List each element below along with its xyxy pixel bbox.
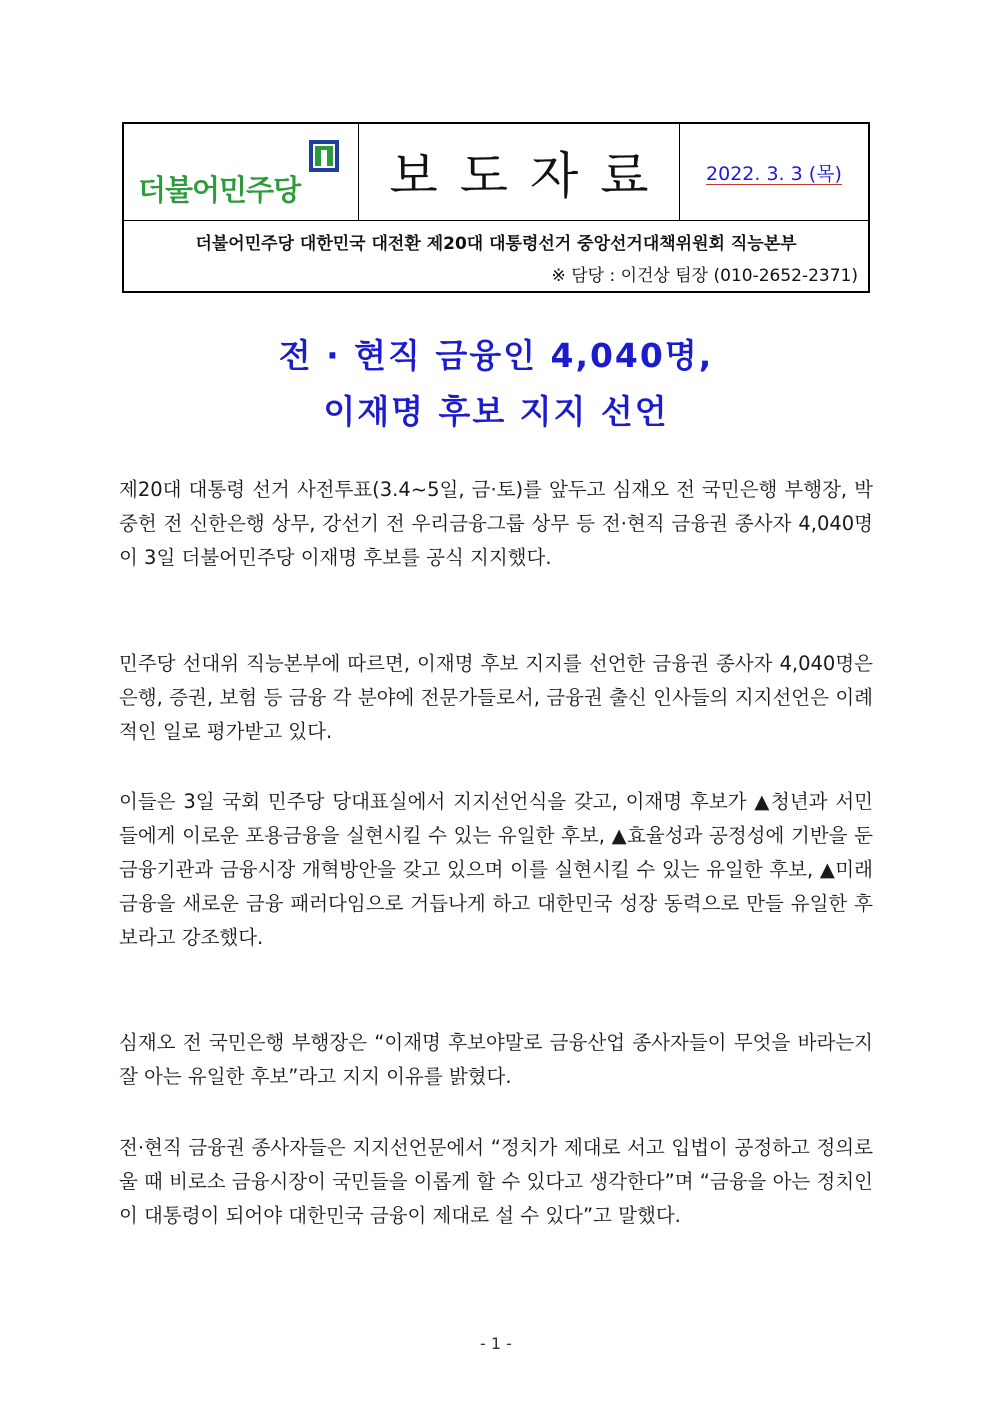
page-number: - 1 - <box>480 1334 512 1353</box>
body-paragraph: 민주당 선대위 직능본부에 따르면, 이재명 후보 지지를 선언한 금융권 종사자 4,040명은 은행, 증권, 보험 등 금융 각 분야에 전문가들로서, 금융권 출신 인사들의 지지선언은 이례적인 일로 평가받고 있다. <box>119 652 873 743</box>
title-cell <box>359 124 680 220</box>
party-logo-icon <box>309 140 339 176</box>
logo-cell <box>124 124 359 220</box>
header-bottom-row <box>124 221 868 291</box>
logo-text: 더불어민주당 <box>138 173 301 207</box>
press-release-header <box>122 122 870 293</box>
document-title: 보도자료 <box>389 147 671 205</box>
header-top-row <box>124 124 868 221</box>
body-paragraph: 제20대 대통령 선거 사전투표(3.4~5일, 금·토)를 앞두고 심재오 전 국민은행 부행장, 박중헌 전 신한은행 상무, 강선기 전 우리금융그룹 상무 등 전·현직 금융권 종사자 4,040명이 3일 더불어민주당 이재명 후보를 공식 지지했다. <box>119 478 873 569</box>
release-date: 2022. 3. 3 (목) <box>706 162 842 185</box>
body-paragraph: 심재오 전 국민은행 부행장은 “이재명 후보야말로 금융산업 종사자들이 무엇을 바라는지 잘 아는 유일한 후보”라고 지지 이유를 밝혔다. <box>119 1031 873 1088</box>
contact-info: ※ 담당 : 이건상 팀장 (010-2652-2371) <box>551 266 858 286</box>
body-paragraph: 전·현직 금융권 종사자들은 지지선언문에서 “정치가 제대로 서고 입법이 공정하고 정의로울 때 비로소 금융시장이 국민들을 이롭게 할 수 있다고 생각한다”며 “금융을 아는 정치인이 대통령이 되어야 대한민국 금융이 제대로 설 수 있다”고 말했다. <box>119 1136 873 1227</box>
headline-line-1: 전 · 현직 금융인 4,040명, <box>278 336 714 375</box>
organization-name: 더불어민주당 대한민국 대전환 제20대 대통령선거 중앙선거대책위원회 직능본부 <box>195 234 797 254</box>
headline-line-2: 이재명 후보 지지 선언 <box>323 392 669 431</box>
body-paragraph: 이들은 3일 국회 민주당 당대표실에서 지지선언식을 갖고, 이재명 후보가 ▲청년과 서민들에게 이로운 포용금융을 실현시킬 수 있는 유일한 후보, ▲효율성과 공정성에 기반을 둔 금융기관과 금융시장 개혁방안을 갖고 있으며 이를 실현시킬 수 있는 유일한 후보, ▲미래금융을 새로운 금융 패러다임으로 거듭나게 하고 대한민국 성장 동력으로 만들 유일한 후보라고 강조했다. <box>119 790 873 949</box>
date-cell <box>680 124 868 220</box>
